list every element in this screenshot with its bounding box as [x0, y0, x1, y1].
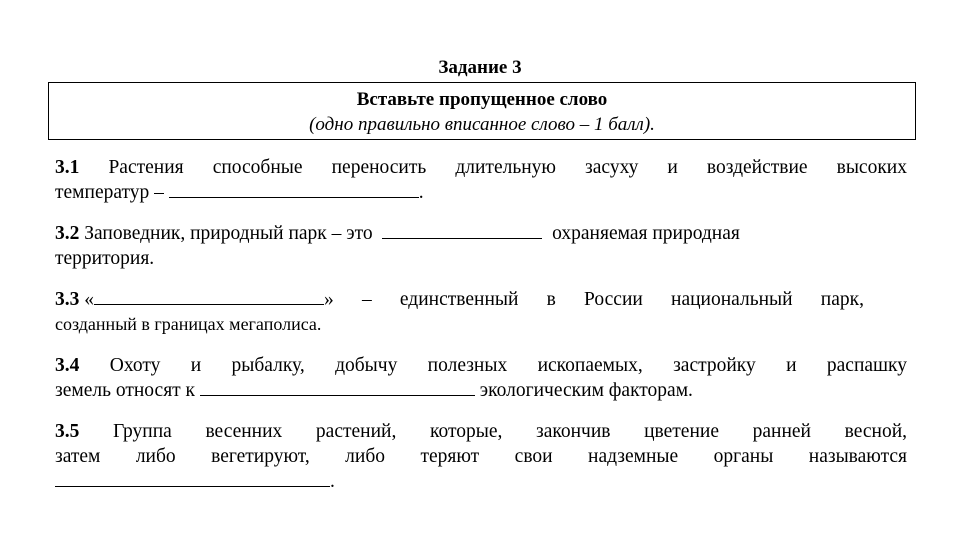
question-text: температур – — [55, 182, 164, 203]
question-text: затем либо вегетируют, либо теряют свои надземные органы называются — [55, 446, 907, 467]
question-text: охраняемая природная — [552, 223, 740, 244]
punctuation: . — [330, 471, 335, 492]
question-3-1-line2 — [55, 180, 907, 205]
question-3-3-line1 — [55, 287, 907, 312]
question-3-5-line3 — [55, 469, 907, 494]
question-3-4-line2 — [55, 378, 907, 403]
question-3-1 — [55, 155, 907, 205]
task-title: Задание 3 — [438, 57, 522, 78]
answer-blank[interactable] — [169, 180, 419, 198]
question-3-4 — [55, 353, 907, 403]
question-3-5-line1 — [55, 419, 907, 444]
question-text: Охоту и рыбалку, добычу полезных ископаемых, застройку и распашку — [109, 355, 908, 376]
question-3-2 — [55, 221, 907, 271]
question-number: 3.4 — [55, 355, 80, 376]
quote-open: « — [84, 289, 94, 310]
answer-blank[interactable] — [55, 469, 330, 487]
question-text: Растения способные переносить длительную засуху и воздействие высоких — [108, 157, 907, 178]
question-text: земель относят к — [55, 380, 196, 401]
question-text: созданный в границах мегаполиса. — [55, 314, 322, 334]
question-number: 3.2 — [55, 223, 80, 244]
question-number: 3.3 — [55, 289, 80, 310]
question-number: 3.1 — [55, 157, 80, 178]
answer-blank[interactable] — [200, 378, 475, 396]
instructions-subheading: (одно правильно вписанное слово – 1 балл). — [309, 114, 655, 135]
question-text: экологическим факторам. — [479, 380, 693, 401]
question-text: » – единственный в России национальный парк, — [324, 289, 864, 310]
instructions-heading: Вставьте пропущенное слово — [356, 89, 608, 110]
question-text: Группа весенних растений, которые, закончив цветение ранней весной, — [113, 421, 908, 442]
instructions-box — [48, 82, 916, 140]
question-text: Заповедник, природный парк – это — [84, 223, 373, 244]
question-number: 3.5 — [55, 421, 80, 442]
question-3-1-line1 — [55, 155, 907, 180]
question-3-2-line1 — [55, 221, 907, 246]
question-3-3 — [55, 287, 907, 337]
question-3-4-line1 — [55, 353, 907, 378]
punctuation: . — [418, 182, 424, 203]
question-3-5 — [55, 419, 907, 494]
answer-blank[interactable] — [94, 287, 324, 305]
question-text: территория. — [55, 248, 155, 269]
answer-blank[interactable] — [382, 221, 542, 239]
